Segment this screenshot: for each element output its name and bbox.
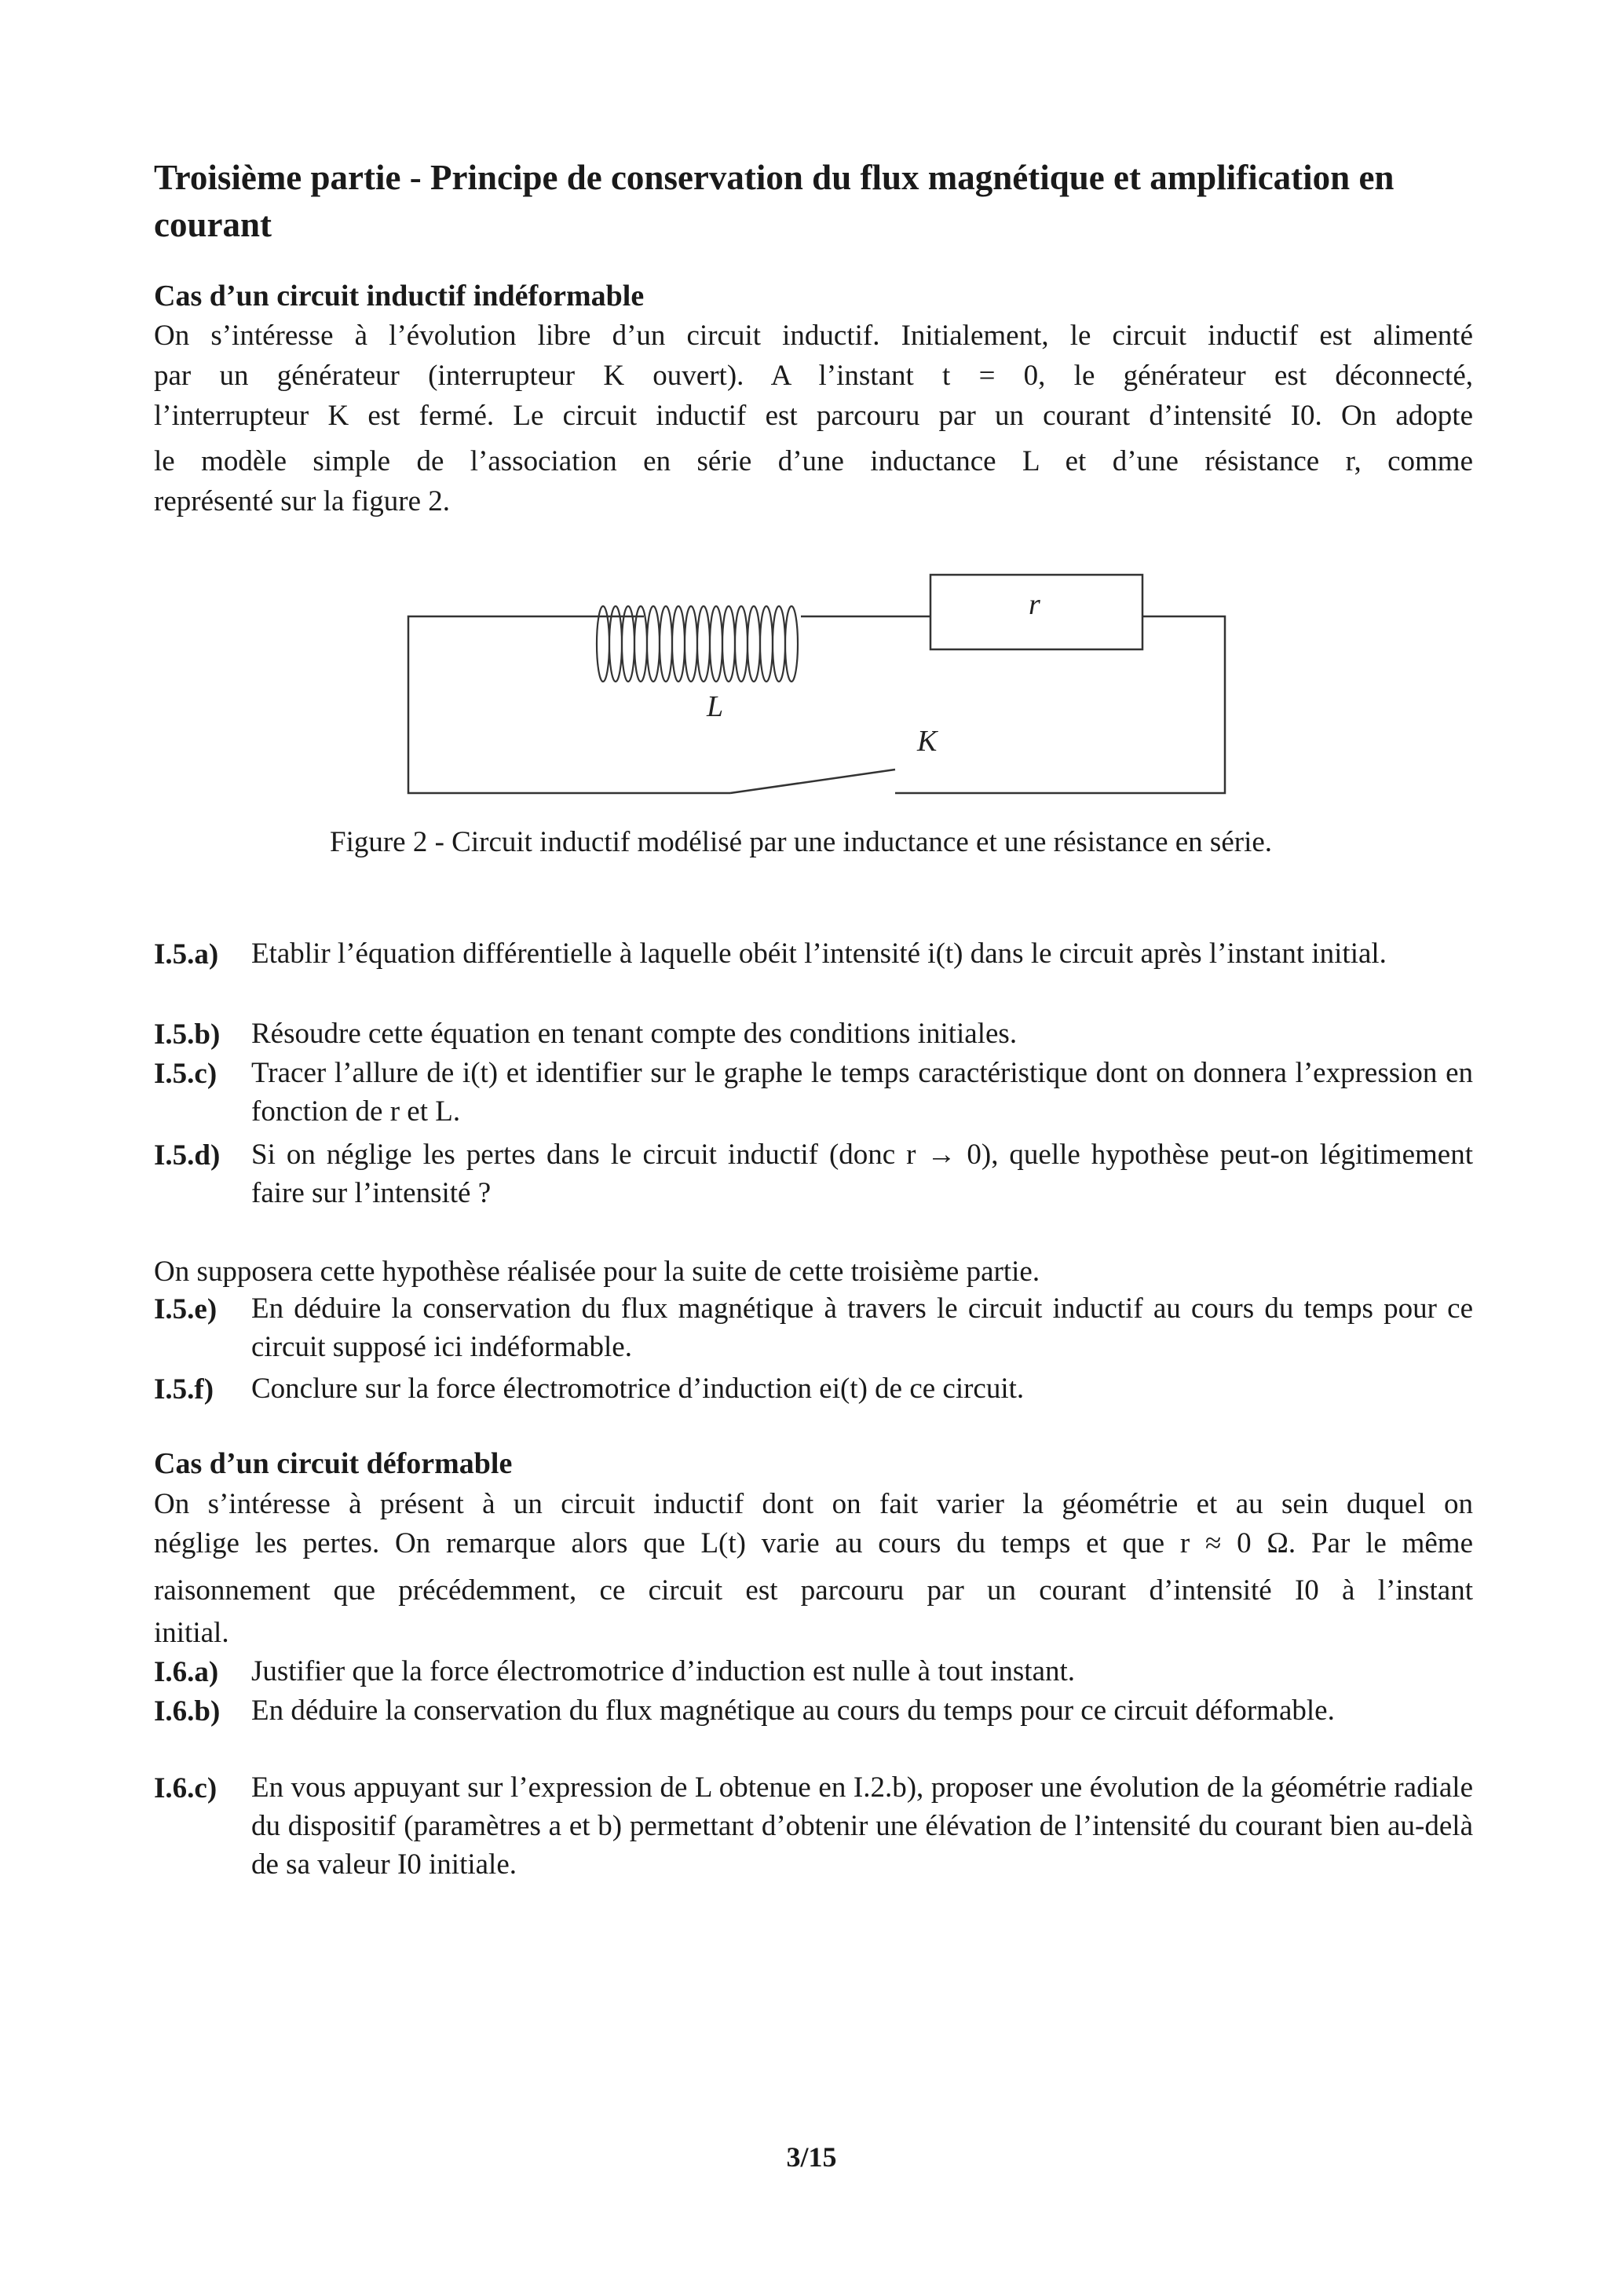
question-label: I.5.f) [154,1373,214,1406]
question-label: I.5.c) [154,1058,217,1090]
question-text: Etablir l’équation différentielle à laquelle obéit l’intensité i(t) dans le circuit après l’instant initial. [251,938,1387,970]
inductor-coil [597,606,798,682]
paragraph-line: l’interrupteur K est fermé. Le circuit inductif est parcouru par un courant d’intensité I0. On adopte [154,400,1473,432]
question-text: En déduire la conservation du flux magnétique à travers le circuit inductif au cours du temps pour ce circuit supposé ici indéformable. [251,1292,1473,1363]
question-text: En déduire la conservation du flux magnétique au cours du temps pour ce circuit déformable. [251,1695,1335,1727]
right-wire [895,616,1225,793]
question-label: I.5.e) [154,1293,217,1325]
figure-caption: Figure 2 - Circuit inductif modélisé par une inductance et une résistance en série. [330,826,1273,858]
paragraph-line: On s’intéresse à l’évolution libre d’un circuit inductif. Initialement, le circuit inductif est alimenté [154,320,1473,352]
paragraph-line: raisonnement que précédemment, ce circuit est parcouru par un courant d’intensité I0 à l’instant [154,1574,1473,1607]
question-label: I.6.a) [154,1656,219,1688]
question-label: I.6.b) [154,1695,221,1727]
question-label: I.6.c) [154,1772,217,1804]
question-text: Conclure sur la force électromotrice d’induction ei(t) de ce circuit. [251,1373,1025,1405]
question-label: I.5.b) [154,1018,221,1051]
paragraph-line: le modèle simple de l’association en série d’une inductance L et d’une résistance r, comme [154,445,1473,477]
question-text: Justifier que la force électromotrice d’induction est nulle à tout instant. [251,1655,1076,1687]
circuit-diagram [393,558,1256,809]
resistor-label: r [1029,588,1040,621]
section-heading-indeformable: Cas d’un circuit inductif indéformable [154,280,645,313]
question-text: Tracer l’allure de i(t) et identifier sur le graphe le temps caractéristique dont on donnera l’expression en fonction de r et L. [251,1057,1473,1128]
page-title: Troisième partie - Principe de conservation du flux magnétique et amplification en courant [154,158,1395,244]
paragraph-line: par un générateur (interrupteur K ouvert). A l’instant t = 0, le générateur est déconnecté, [154,360,1473,392]
question-text: Résoudre cette équation en tenant compte des conditions initiales. [251,1018,1018,1050]
question-label: I.5.a) [154,938,219,971]
paragraph-line: néglige les pertes. On remarque alors que L(t) varie au cours du temps et que r ≈ 0 Ω. Par le même [154,1527,1473,1559]
section-heading-deformable: Cas d’un circuit déformable [154,1447,513,1480]
question-text: En vous appuyant sur l’expression de L obtenue en I.2.b), proposer une évolution de la géométrie radiale du dispositif (paramètres a et b) permettant d’obtenir une élévation de l’intensité du courant bien au-delà de sa valeur I0 initiale. [251,1771,1473,1881]
question-label: I.5.d) [154,1139,221,1172]
left-wire [408,616,730,793]
question-text: Si on néglige les pertes dans le circuit inductif (donc r → 0), quelle hypothèse peut-on légitimement faire sur l’intensité ? [251,1139,1473,1209]
page-number: 3/15 [786,2141,837,2173]
hypothesis-line: On supposera cette hypothèse réalisée pour la suite de cette troisième partie. [154,1256,1040,1288]
paragraph-line: initial. [154,1617,229,1649]
paragraph-line: représenté sur la figure 2. [154,485,451,517]
switch-label: K [917,725,938,758]
switch-blade [730,770,895,793]
inductor-label: L [707,690,724,723]
paragraph-line: On s’intéresse à présent à un circuit inductif dont on fait varier la géométrie et au sein duquel on [154,1488,1473,1520]
